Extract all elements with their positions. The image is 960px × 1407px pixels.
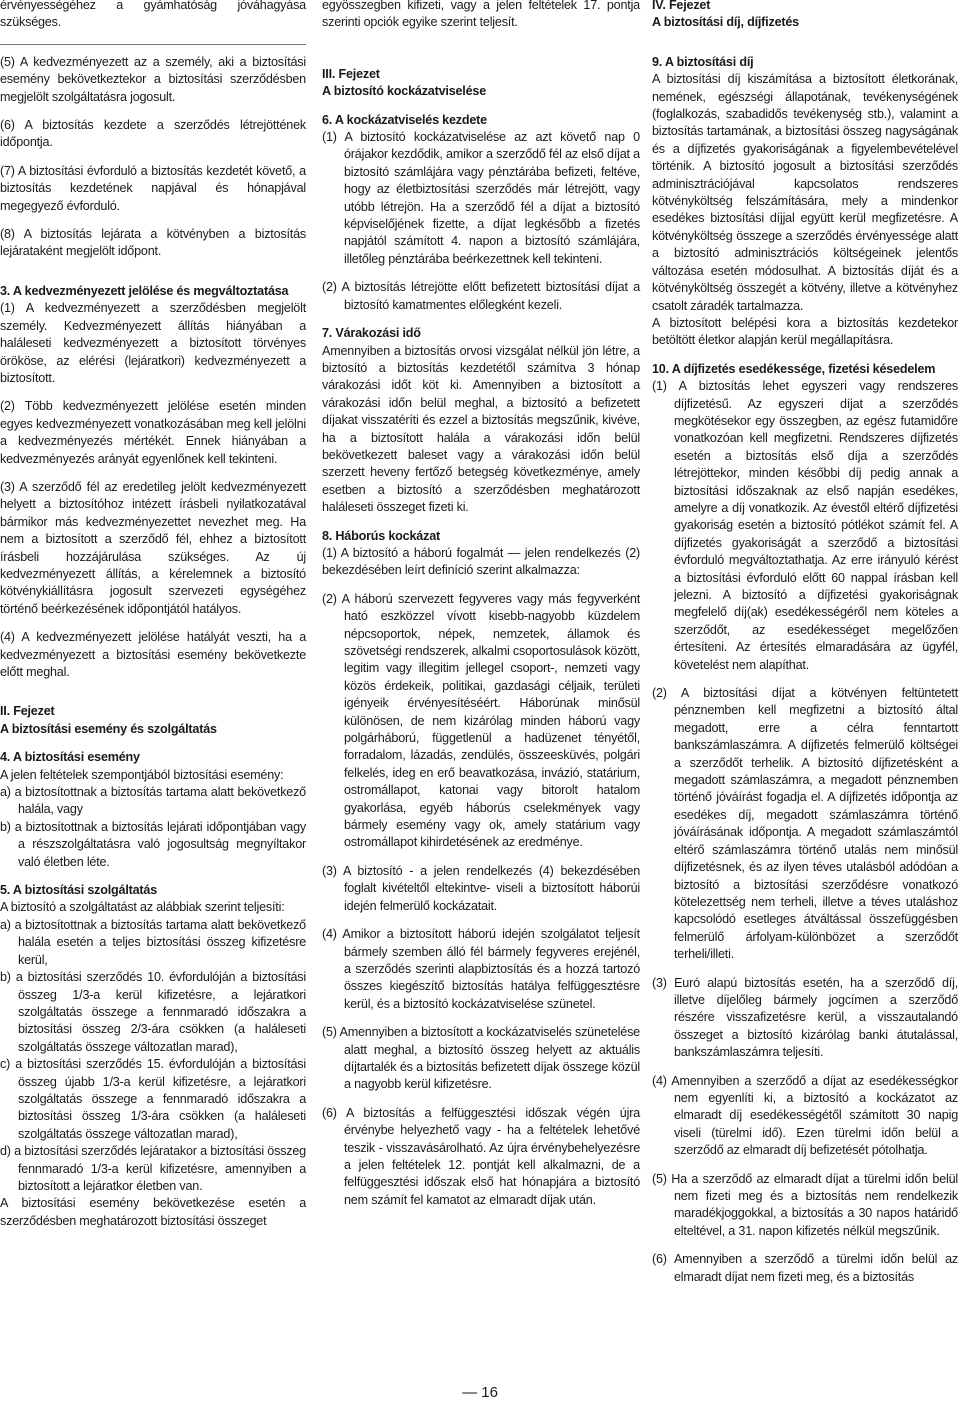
chapter-3-number: III. Fejezet — [322, 66, 380, 81]
section-10-title: 10. A díjfizetés esedékessége, fizetési késedelem — [652, 361, 936, 376]
section-10-p4: (4) Amennyiben a szerződő a díjat az esedékességkor nem egyenlíti ki, a biztosító a kockázatot az elmaradt díj esedékességétől számított 30 napig viseli (türelmi idő). Ezen türelmi időn belül a szerződő az elmaradt díj befizetését pótolhatja. — [652, 1073, 958, 1158]
section-4-title: 4. A biztosítási esemény — [0, 750, 140, 765]
section-5-title: 5. A biztosítási szolgáltatás — [0, 883, 158, 898]
section-8-title: 8. Háborús kockázat — [322, 528, 440, 543]
section-5-end: A biztosítási esemény bekövetkezése esetén a szerződésben meghatározott biztosítási összeget — [0, 1196, 306, 1228]
section-3-p3: (3) A szerződő fél az eredetileg jelölt kedvezményezett helyett a biztosítóhoz intézett írásbeli nyilatkozatával bármikor más kedvezményezettet nevezhet meg. Ha nem a biztosított a szerződő fél, ehhez a biztosított írásbeli hozzájárulása szükséges. Az új kedvezményezett állítás, a kérelemnek a biztosító kötvénykiállításra jogosult szervezeti egységéhez történő beérkezésének időpontjától hatályos. — [0, 479, 306, 616]
page-number: — 16 — [462, 1384, 498, 1401]
chapter-2-number: II. Fejezet — [0, 704, 55, 719]
section-8-p4: (4) Amikor a biztosított háború idején szolgálatot teljesít bármely szemben álló fél bármely fegyveres erejénél, a szerződés szerinti alapbiztosítás és a hozzá tartozó összes kiegészítő biztosítás hatálya felfüggesztésre kerül, és a biztosító kockázatviselése szünetel. — [322, 927, 640, 1011]
column-middle — [322, 0, 640, 1209]
section-3-title: 3. A kedvezményezett jelölése és megváltoztatása — [0, 283, 289, 298]
continuation-text: érvényességéhez a gyámhatóság jóváhagyása szükséges. — [0, 0, 306, 30]
section-6-p2: (2) A biztosítás létrejötte előtt befizetett biztosítási díjat a biztosító kamatmentes előlegként kezeli. — [322, 280, 640, 312]
section-4-b: b) a biztosítottnak a biztosítás lejárati időpontjában vagy a részszolgáltatásra való jogosultság megnyíltakor való életben léte. — [0, 819, 306, 869]
paragraph-6: (6) A biztosítás kezdete a szerződés létrejöttének időpontja. — [0, 118, 306, 150]
section-10-p3: (3) Euró alapú biztosítás esetén, ha a szerződő díj, illetve díjelőleg bármely jogcímen a szerződő részére visszafizetésre kerül, a visszautalandó összeget a biztosító kizárólag banki átutalással, bankszámlaszámra teljesíti. — [652, 975, 958, 1060]
section-7-text: Amennyiben a biztosítás orvosi vizsgálat nélkül jön létre, a biztosító a biztosítás kezdetétől számítva 3 hónap várakozási időt köt ki. Amennyiben a biztosított a várakozási időn belül meghal, a biztosító a befizetett díjakat visszatéríti és ezzel a biztosítás megszűnik, kivéve, ha a biztosított halála a várakozási időn belül bekövetkezett baleset vagy a várakozási időn belül szerzett heveny fertőző betegség következménye, amely esetben a biztosító a szerződésben meghatározott haláleseti összeget fizeti ki. — [322, 343, 640, 515]
section-7-title: 7. Várakozási idő — [322, 326, 421, 341]
section-9-p1: A biztosítási díj kiszámítása a biztosított életkorának, nemének, egészségi állapotának, tevékenységének (foglalkozás, szabadidős tevékenység stb.), valamint a biztosítás tartamának, a biztosítási összeg nagyságának és a díjfizetés gyakoriságának a figyelembevételével történik. A biztosító jogosult a biztosítási szerződés adminisztrációjával kapcsolatos rendszeres kötvényköltség felszámítására, mely a mindenkor esedékes biztosítási díjjal együtt kerül megfizetésre. A kötvényköltség összege a szerződés érvényessége alatt a biztosító adminisztrációs költségeinek jelentős változása esetén módosulhat. A biztosítás díját és a kötvényköltség összegét a kötvény, illetve a kötvényhez csatolt záradék tartalmazza. — [652, 72, 958, 313]
continuation-text: egyösszegben kifizeti, vagy a jelen feltételek 17. pontja szerinti opciók egyike szerint teljesít. — [322, 0, 640, 30]
column-right — [652, 0, 958, 1286]
section-3-p4: (4) A kedvezményezett jelölése hatályát veszti, ha a kedvezményezett a biztosítási esemény bekövetkezte előtt meghal. — [0, 630, 306, 679]
section-5-d: d) a biztosítási szerződés lejáratakor a biztosítási összeg fennmaradó 1/3-a kerül kifizetésre, amennyiben a biztosított a lejáratkor életben van. — [0, 1144, 306, 1193]
section-5-intro: A biztosító a szolgáltatást az alábbiak szerint teljesíti: — [0, 900, 285, 915]
section-8-p5: (5) Amennyiben a biztosított a kockázatviselés szünetelése alatt meghal, a biztosító összeg helyett az aktuális díjtartalék és a biztosítás befizetett díjak összege közül a nagyobb kerül kifizetésre. — [322, 1025, 640, 1092]
section-8-p6: (6) A biztosítás a felfüggesztési időszak végén újra érvénybe helyezhető vagy - ha a feltételek lehetővé teszik - visszavásárolható. Az újra érvénybehelyezésre a jelen feltételek 12. pontját kell alkalmazni, de a felfüggesztési időszak első hat hónapjára a biztosító nem számít fel kamatot az elmaradt díjak után. — [322, 1105, 640, 1207]
section-4-a: a) a biztosítottnak a biztosítás tartama alatt bekövetkező halála, vagy — [0, 785, 306, 817]
section-8-p1: (1) A biztosító a háború fogalmát — jelen rendelkezés (2) bekezdésében leírt definíció szerint alkalmazza: — [322, 545, 640, 578]
section-10-p6: (6) Amennyiben a szerződő a türelmi időn belül az elmaradt díjat nem fizeti meg, és a biztosítás — [652, 1252, 958, 1284]
section-6-p1: (1) A biztosító kockázatviselése az azt követő nap 0 órájakor kezdődik, amikor a szerződő fél az első díjat a biztosító számlájára vagy pénztárába befizeti, feltéve, hogy az életbiztosítási szerződés már létrejött, vagy utóbb létrejön. Ha a szerződő fél a díjat a biztosító képviselőjének fizette, a díjat legkésőbb a fizetés napjától számított 4. napon a biztosító számlájára, illetőleg pénztárába beérkezettnek kell tekinteni. — [322, 130, 640, 266]
chapter-4-number: IV. Fejezet — [652, 0, 711, 12]
section-10-p5: (5) Ha a szerződő az elmaradt díjat a türelmi időn belül nem fizeti meg és a biztosítás nem rendelkezik maradékjoggokkal, a biztosítás a 30 napos határidő elteltével, a 31. napon kifizetés nélkül megszűnik. — [652, 1171, 958, 1238]
section-8-p2: (2) A háború szervezett fegyveres vagy más fegyverként ható eszközzel vívott kisebb-nagyobb küzdelem népcsoportok, népek, nemzetek, államok és szövetségi rendszerek, alkalmi csoportosulások között, legitim vagy illegitim jellegel csoport-, nemzeti vagy közös érdekeik, politikai, gazdasági céljaik, területi igényeik érvényesítéséért. Háborúnak minősül különösen, de nem kizárólag minden háború vagy polgárháború, függetlenül a hadüzenet tényétől, forradalom, lázadás, zendülés, összeesküvés, polgári felkelés, ideg en erő beavatkozása, invázió, statárium, ostromállapot, katonai vagy bitorolt hatalom gyakorlása, egyéb háborús cselekmények vagy bármely esemény vagy ok, amely statárium vagy ostromállapot kihirdetésének az eredménye. — [322, 591, 640, 850]
top-rule — [0, 44, 306, 45]
section-5-c: c) a biztosítási szerződés 15. évfordulóján a biztosítási összeg újabb 1/3-a kerül kifizetésre, a lejáratkori szolgáltatás összege a fennmaradó időszakra a biztosítási összeg 1/3-ára csökken (a haláleseti szolgáltatás összege változatlan marad), — [0, 1057, 306, 1141]
section-5-a: a) a biztosítottnak a biztosítás tartama alatt bekövetkező halála esetén a teljes biztosítási összeg kifizetésre kerül, — [0, 917, 306, 967]
paragraph-7: (7) A biztosítási évforduló a biztosítás kezdetét követő, a biztosítás kezdetének napjával és hónapjával megegyező évforduló. — [0, 163, 306, 213]
section-10-p2: (2) A biztosítási díjat a kötvényen feltüntetett pénznemben kell megfizetni a biztosító által megadott, erre a célra fenntartott bankszámlaszámra. A díjfizetés felmerülő költségei a szerződőt terhelik. A biztosító díjfizetésként a megadott számlaszámra, a megadott pénznemben történő jóváírást fogadja el. A díjfizetés időpontja az esedékes díj, megadott számlaszámra történő jóváírásának időpontja. A megadott számlaszámtól eltérő számlaszámra történő utalás nem minősül díjfizetésnek, és az ilyen téves utalásból adódóan a biztosító a biztosítási szerződésre vonatkozó kötelezettség nem terheli, illetve a téves utaláshoz kapcsolódó esetleges átváltással összefüggésben felmerülő árfolyam-különbözet a szerződőt terheli/illeti. — [652, 686, 958, 962]
section-3-p1: (1) A kedvezményezett a szerződésben megjelölt személy. Kedvezményezett állítás hiányában a haláleseti kedvezményezett a biztosított törvényes örököse, az elérési (lejáratkori) kedvezményezett a biztosított. — [0, 301, 306, 385]
section-5-b: b) a biztosítási szerződés 10. évfordulóján a biztosítási összeg 1/3-a kerül kifizetésre, a lejáratkori szolgáltatás összege a fennmaradó időszakra a biztosítási összeg 2/3-ára csökken (a haláleseti szolgáltatás összege változatlan marad), — [0, 970, 306, 1054]
section-9-p2: A biztosított belépési kora a biztosítás kezdetekor betöltött életkor alapján kerül megállapításra. — [652, 315, 958, 348]
paragraph-5: (5) A kedvezményezett az a személy, aki a biztosítási esemény bekövetkeztekor a biztosítási szerződésben megjelölt szolgáltatásra jogosult. — [0, 54, 306, 104]
section-10-p1: (1) A biztosítás lehet egyszeri vagy rendszeres díjfizetésű. Az egyszeri díjat a szerződés megkötésekor egy összegben, az egész futamidőre vonatkozóan kell megfizetni. Rendszeres díjfizetés esetén a biztosítás első díja a szerződés létrejöttekor, minden későbbi díj pedig annak a biztosítási időszaknak az első napján esedékes, amelyre a díj vonatkozik. Az évestől eltérő díjfizetési gyakoriság esetén a biztosító pótlékot számít fel. A díjfizetés gyakoriságát a szerződő a biztosítási évforduló megváltoztathatja. Az erre irányuló kérést a biztosítási évforduló előtt 60 nappal írásban kell jelezni. A biztosító a díjfizetési gyakoriságnak megfelelő díj(ak) esedékességéről nem köteles a szerződőt, az esedékességet megelőzően értesíteni. Az értesítés elmaradására az ügyfél, követelést nem alapíthat. — [652, 379, 958, 672]
section-8-p3: (3) A biztosító - a jelen rendelkezés (4) bekezdésében foglalt kivételtől eltekintve- viseli a biztosított háborúi idején felmerülő kockázatait. — [322, 863, 640, 913]
section-6-title: 6. A kockázatviselés kezdete — [322, 112, 487, 127]
section-3-p2: (2) Több kedvezményezett jelölése esetén minden egyes kedvezményezett vonatkozásában meg kell jelölni a kedvezményezés mértékét. Ennek hiányában a kedvezményezés arányát egyenlőnek kell tekinteni. — [0, 399, 306, 466]
chapter-4-title: A biztosítási díj, díjfizetés — [652, 15, 799, 30]
section-4-intro: A jelen feltételek szempontjából biztosítási esemény: — [0, 767, 284, 782]
paragraph-8: (8) A biztosítás lejárata a kötvényben a biztosítás lejárataként megjelölt időpont. — [0, 227, 306, 259]
chapter-3-title: A biztosító kockázatviselése — [322, 84, 487, 99]
chapter-2-title: A biztosítási esemény és szolgáltatás — [0, 721, 217, 736]
column-left — [0, 0, 306, 1230]
section-9-title: 9. A biztosítási díj — [652, 54, 754, 69]
